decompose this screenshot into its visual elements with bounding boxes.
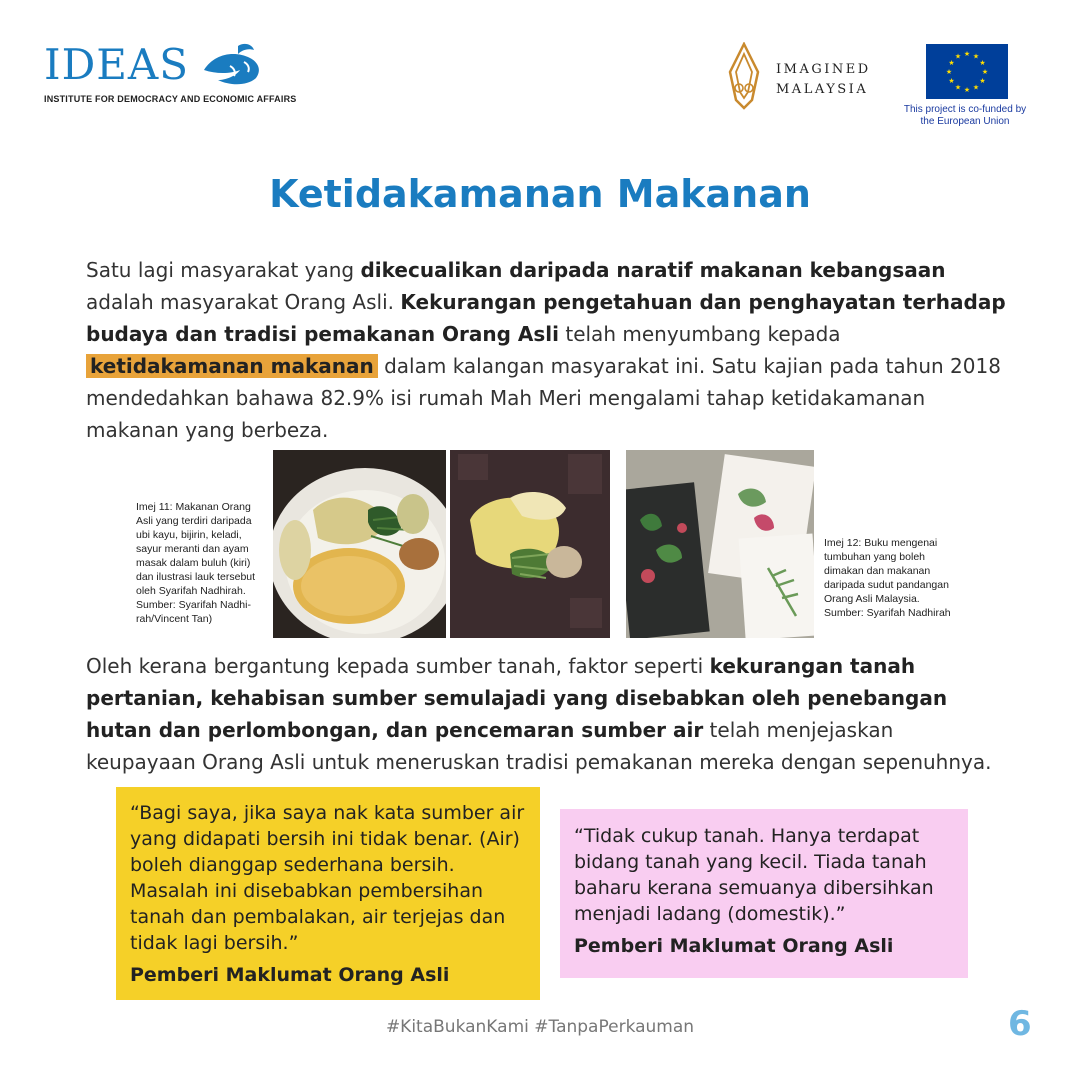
svg-text:★: ★: [963, 86, 971, 94]
svg-text:★: ★: [972, 83, 980, 92]
svg-text:★: ★: [963, 50, 971, 58]
quote-source: Pemberi Maklumat Orang Asli: [574, 935, 894, 957]
eu-flag-icon: [926, 44, 1008, 99]
quote-box-water: [116, 787, 540, 1000]
p1-bold-1: dikecualikan daripada naratif makanan kebangsaan: [360, 258, 946, 282]
ideas-bird-logo-icon: [200, 40, 266, 92]
malaysia-line: MALAYSIA: [776, 82, 869, 97]
p1-text-2: adalah masyarakat Orang Asli.: [86, 290, 401, 314]
svg-text:★: ★: [972, 52, 980, 61]
svg-text:★: ★: [948, 77, 955, 85]
quote-text: “Bagi saya, jika saya nak kata sumber air yang didapati bersih ini tidak benar. (Air) boleh dianggap sederhana bersih. Masalah ini disebabkan pembersihan tanah dan pembalakan, air terjejas dan tidak lagi bersih.”: [130, 802, 525, 954]
p1-text-4: dalam kalangan masyarakat ini. Satu kajian pada tahun 2018 mendedahkan bahawa 82.9% isi rumah Mah Meri mengalami tahap ketidakamanan makanan yang berbeza.: [86, 354, 1001, 442]
imagined-malaysia-wordmark: [776, 60, 871, 100]
svg-text:★: ★: [979, 59, 986, 67]
factors-paragraph: [86, 650, 1006, 778]
food-illustration-photo: [450, 450, 610, 638]
orang-asli-food-photo: [273, 450, 446, 638]
svg-text:★: ★: [981, 68, 989, 76]
svg-text:★: ★: [954, 83, 962, 92]
imagined-line: IMAGINED: [776, 62, 871, 77]
image-11-caption: Imej 11: Makanan Orang Asli yang terdiri daripada ubi kayu, bijirin, keladi, sayur meranti dan ayam masak dalam buluh (kiri) dan ilustrasi lauk tersebut oleh Syarifah Nadhirah. Sumber: Syarifah Nadhi-rah/Vincent Tan): [136, 501, 256, 625]
p2-bold-1: kekurangan tanah pertanian, kehabisan sumber semulajadi yang disebabkan oleh penebangan hutan dan perlombongan, dan pencemaran sumber air: [86, 654, 948, 742]
intro-paragraph: [86, 254, 1006, 446]
highlighted-term: ketidakamanan makanan: [86, 354, 378, 378]
ideas-logo-subtitle: INSTITUTE FOR DEMOCRACY AND ECONOMIC AFFAIRS: [44, 94, 297, 104]
page-number: 6: [1008, 1004, 1032, 1044]
p1-bold-2: Kekurangan pengetahuan dan penghayatan terhadap budaya dan tradisi pemakanan Orang Asli: [86, 290, 1006, 346]
quote-source: Pemberi Maklumat Orang Asli: [130, 964, 450, 986]
svg-text:★: ★: [945, 68, 953, 76]
eu-note-line2: the European Union: [920, 116, 1010, 127]
svg-text:★: ★: [948, 59, 955, 67]
svg-text:★: ★: [954, 52, 962, 61]
edible-plants-book-photo: [626, 450, 814, 638]
quote-box-land: [560, 809, 968, 978]
quote-text: “Tidak cukup tanah. Hanya terdapat bidang tanah yang kecil. Tiada tanah baharu kerana semuanya dibersihkan menjadi ladang (domestik).”: [574, 825, 934, 925]
ideas-logo-text: IDEAS: [44, 40, 190, 89]
p1-text-3: telah menyumbang kepada: [559, 322, 841, 346]
image-12-caption: Imej 12: Buku mengenai tumbuhan yang boleh dimakan dan makanan daripada sudut pandangan Orang Asli Malaysia. Sumber: Syarifah Nadhirah: [824, 537, 951, 619]
page-title: Ketidakamanan Makanan: [269, 172, 811, 216]
imagined-malaysia-logo-icon: [722, 42, 766, 110]
svg-text:★: ★: [979, 77, 986, 85]
eu-cofunded-note: [885, 104, 1045, 128]
p2-text-1: Oleh kerana bergantung kepada sumber tanah, faktor seperti: [86, 654, 710, 678]
p1-text-1: Satu lagi masyarakat yang: [86, 258, 361, 282]
p2-text-2: telah menjejaskan keupayaan Orang Asli untuk meneruskan tradisi pemakanan mereka dengan sepenuhnya.: [86, 718, 992, 774]
eu-note-line1: This project is co-funded by: [903, 104, 1027, 115]
hashtags: #KitaBukanKami #TanpaPerkauman: [385, 1017, 695, 1037]
